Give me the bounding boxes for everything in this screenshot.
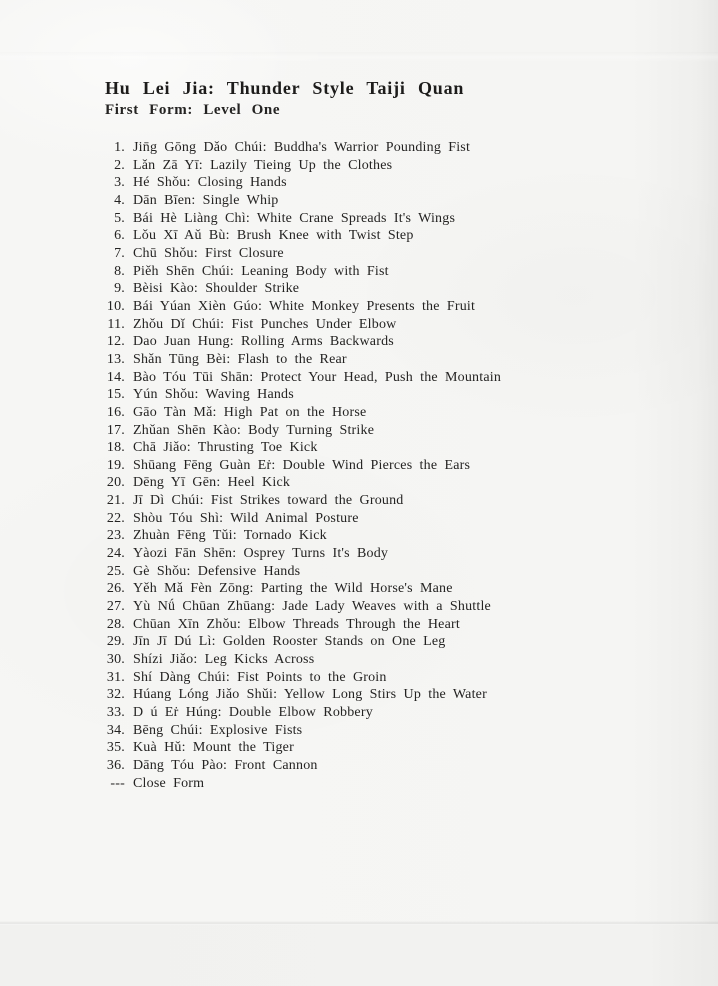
- item-text: Jī Dì Chúi: Fist Strikes toward the Ground: [133, 493, 404, 509]
- movement-list-item: [99, 669, 659, 687]
- item-number: 29.: [106, 634, 125, 650]
- movement-list-item: [99, 263, 659, 281]
- movement-list-item: [99, 474, 659, 492]
- movement-list-item: [99, 492, 659, 510]
- item-text: Kuà Hǔ: Mount the Tiger: [133, 740, 294, 756]
- movement-list-item: [99, 422, 659, 440]
- movement-list-item: [99, 598, 659, 616]
- item-number: 24.: [106, 546, 125, 562]
- item-text: Zhǔan Shēn Kào: Body Turning Strike: [133, 422, 375, 438]
- item-number: 6.: [114, 228, 125, 244]
- movement-list-item: [99, 704, 659, 722]
- item-number: 19.: [106, 457, 125, 473]
- movement-list-item: [99, 722, 659, 740]
- item-number: 20.: [106, 475, 125, 491]
- movement-list-item: [99, 775, 659, 793]
- item-number: 9.: [114, 281, 125, 297]
- movement-list-item: [99, 510, 659, 528]
- item-text: Húang Lóng Jiǎo Shǔi: Yellow Long Stirs Up the Water: [133, 687, 487, 703]
- item-text: Shūang Fēng Guàn Eṙ: Double Wind Pierces the Ears: [133, 457, 471, 473]
- item-text: Bèisi Kào: Shoulder Strike: [133, 281, 300, 297]
- item-text: Bēng Chúi: Explosive Fists: [133, 722, 303, 738]
- page-title: Hu Lei Jia: Thunder Style Taiji Quan: [105, 78, 465, 98]
- item-number: 1.: [114, 140, 125, 155]
- item-text: Zhǒu Dǐ Chúi: Fist Punches Under Elbow: [133, 316, 397, 332]
- item-text: Hé Shǒu: Closing Hands: [133, 175, 287, 191]
- item-text: Gè Shǒu: Defensive Hands: [133, 563, 301, 579]
- movement-list-item: [99, 333, 659, 351]
- item-number: 28.: [106, 616, 125, 632]
- movement-list-item: [99, 210, 659, 228]
- item-number: 14.: [106, 369, 125, 385]
- item-number: 31.: [106, 669, 125, 685]
- item-text: Lǒu Xī Aǔ Bù: Brush Knee with Twist Step: [133, 228, 414, 244]
- movement-list-item: [99, 227, 659, 245]
- item-text: Shí Dàng Chúi: Fist Points to the Groin: [133, 669, 387, 685]
- item-number: 36.: [106, 757, 125, 773]
- item-number: 30.: [106, 652, 125, 668]
- movement-list-item: [99, 545, 659, 563]
- movement-list: [99, 139, 659, 792]
- movement-list-item: [99, 580, 659, 598]
- movement-list-item: [99, 192, 659, 210]
- item-text: Dēng Yī Gēn: Heel Kick: [133, 475, 291, 491]
- item-number: 8.: [114, 263, 125, 279]
- item-number: 13.: [106, 351, 125, 367]
- item-number: 23.: [106, 528, 125, 544]
- movement-list-item: [99, 757, 659, 775]
- movement-list-item: [99, 386, 659, 404]
- movement-list-item: [99, 404, 659, 422]
- item-number: 16.: [106, 404, 125, 420]
- item-text: Bào Tóu Tūi Shān: Protect Your Head, Push the Mountain: [133, 369, 502, 385]
- movement-list-item: [99, 298, 659, 316]
- item-text: Yù Nǘ Chūan Zhūang: Jade Lady Weaves with a Shuttle: [133, 599, 491, 615]
- title-block: [105, 78, 464, 119]
- item-text: Shízi Jiǎo: Leg Kicks Across: [133, 652, 315, 668]
- item-text: Bái Yúan Xièn Gúo: White Monkey Presents the Fruit: [133, 298, 476, 314]
- page-subtitle: First Form: Level One: [105, 102, 281, 118]
- movement-list-item: [99, 686, 659, 704]
- paper-fold-line: [0, 52, 718, 62]
- item-text: Chū Shǒu: First Closure: [133, 245, 284, 261]
- item-text: Jīn Jī Dú Lì: Golden Rooster Stands on One Leg: [133, 634, 446, 650]
- item-number: 2.: [114, 157, 125, 173]
- movement-list-item: [99, 616, 659, 634]
- item-text: Gāo Tàn Mǎ: High Pat on the Horse: [133, 404, 367, 420]
- item-number: 3.: [114, 175, 125, 191]
- item-number: 12.: [106, 334, 125, 350]
- item-text: Dān Bīen: Single Whip: [133, 192, 279, 208]
- movement-list-item: [99, 527, 659, 545]
- item-number: 22.: [106, 510, 125, 526]
- movement-list-item: [99, 739, 659, 757]
- item-number: ---: [110, 775, 125, 791]
- item-text: Yún Shǒu: Waving Hands: [133, 387, 294, 403]
- movement-list-item: [99, 139, 659, 157]
- item-text: Yěh Mǎ Fèn Zōng: Parting the Wild Horse's Mane: [133, 581, 453, 597]
- movement-list-item: [99, 245, 659, 263]
- item-text: Chā Jiǎo: Thrusting Toe Kick: [133, 440, 318, 456]
- item-number: 5.: [114, 210, 125, 226]
- item-text: Shòu Tóu Shì: Wild Animal Posture: [133, 510, 359, 526]
- item-number: 10.: [106, 298, 125, 314]
- movement-list-item: [99, 651, 659, 669]
- item-number: 25.: [106, 563, 125, 579]
- item-number: 26.: [106, 581, 125, 597]
- item-text: Close Form: [133, 775, 205, 791]
- item-text: Bái Hè Liàng Chì: White Crane Spreads It's Wings: [133, 210, 456, 226]
- item-number: 15.: [106, 387, 125, 403]
- item-text: Dāng Tóu Pào: Front Cannon: [133, 757, 318, 773]
- movement-list-item: [99, 563, 659, 581]
- movement-list-item: [99, 439, 659, 457]
- item-number: 34.: [106, 722, 125, 738]
- movement-list-item: [99, 280, 659, 298]
- item-text: Zhuàn Fēng Tǔi: Tornado Kick: [133, 528, 327, 544]
- movement-list-item: [99, 174, 659, 192]
- movement-list-item: [99, 369, 659, 387]
- item-number: 11.: [107, 316, 125, 332]
- item-number: 33.: [106, 705, 125, 720]
- item-text: Yàozi Fān Shēn: Osprey Turns It's Body: [133, 546, 389, 562]
- paper-bottom-edge: [0, 925, 718, 986]
- movement-list-item: [99, 633, 659, 651]
- item-number: 17.: [106, 422, 125, 438]
- item-text: Lǎn Zā Yī: Lazily Tieing Up the Clothes: [133, 157, 393, 173]
- item-number: 21.: [106, 493, 125, 509]
- item-number: 32.: [106, 687, 125, 703]
- item-text: Dao Juan Hung: Rolling Arms Backwards: [133, 334, 394, 350]
- movement-list-item: [99, 157, 659, 175]
- item-number: 7.: [114, 245, 125, 261]
- movement-list-item: [99, 316, 659, 334]
- item-text: Piěh Shēn Chúi: Leaning Body with Fist: [133, 263, 389, 279]
- movement-list-item: [99, 457, 659, 475]
- item-text: D ú Eṙ Húng: Double Elbow Robbery: [133, 705, 373, 720]
- item-text: Jin̄g Gōng Dǎo Chúi: Buddha's Warrior Pounding Fist: [133, 140, 471, 155]
- item-number: 18.: [106, 440, 125, 456]
- item-number: 27.: [106, 599, 125, 615]
- item-number: 4.: [114, 192, 125, 208]
- item-number: 35.: [106, 740, 125, 756]
- item-text: Chūan Xīn Zhǒu: Elbow Threads Through the Heart: [133, 616, 460, 632]
- movement-list-item: [99, 351, 659, 369]
- item-text: Shǎn Tūng Bèi: Flash to the Rear: [133, 351, 347, 367]
